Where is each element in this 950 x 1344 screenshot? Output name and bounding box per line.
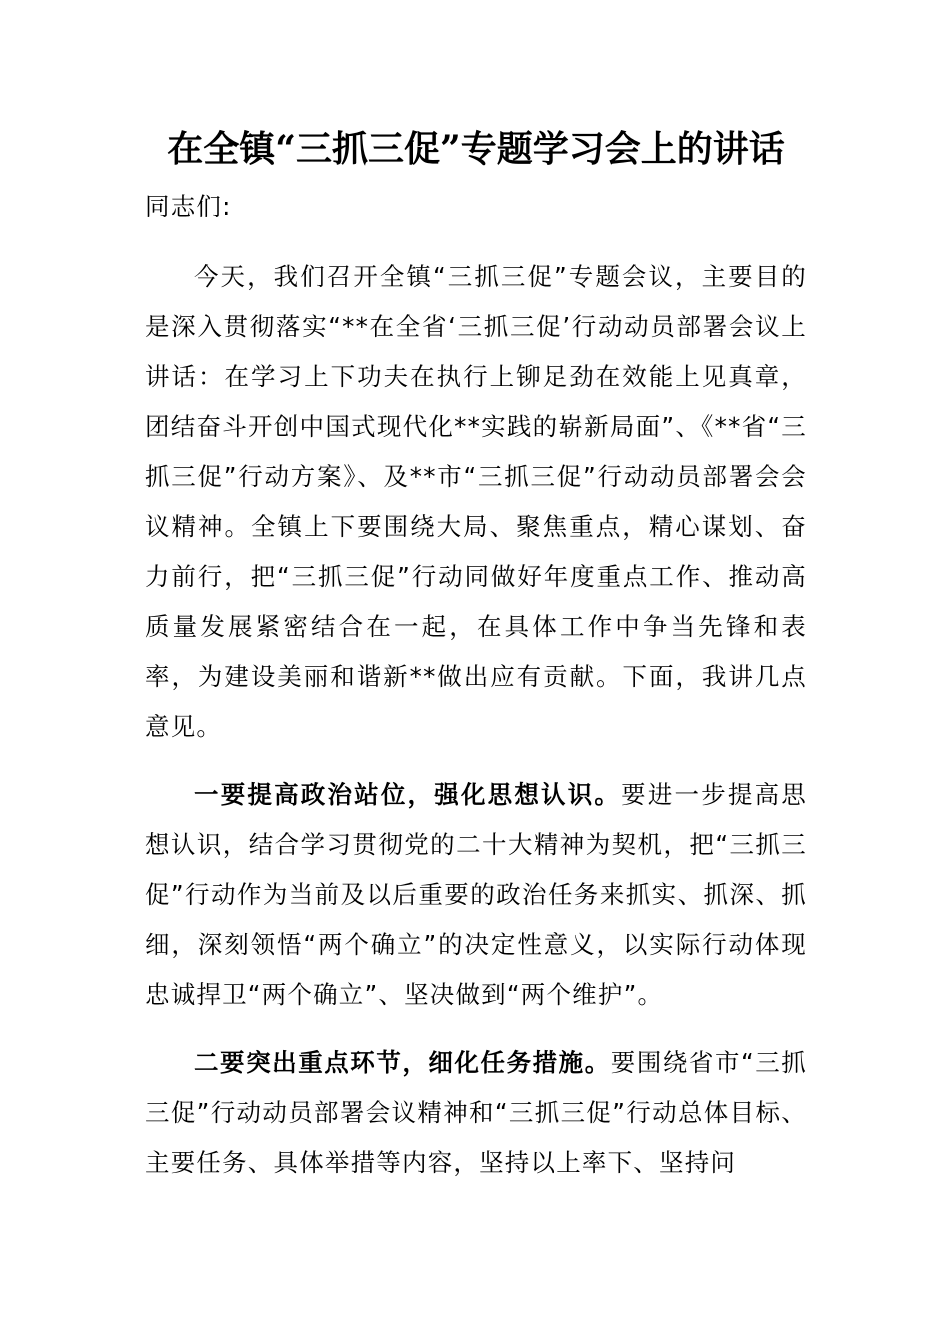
document-title: 在全镇“三抓三促”专题学习会上的讲话 xyxy=(167,128,785,170)
document-page xyxy=(145,118,807,1206)
salutation: 同志们: xyxy=(145,192,232,221)
point-one-heading: 一要提高政治站位，强化思想认识。 xyxy=(194,780,622,809)
point-two-paragraph xyxy=(145,1038,807,1188)
intro-paragraph: 今天，我们召开全镇“三抓三促”专题会议，主要目的是深入贯彻落实“**在全省‘三抓三促’行动动员部署会议上讲话：在学习上下功夫在执行上铆足劲在效能上见真章，团结奋斗开创中国式现代化**实践的崭新局面”、《**省“三抓三促”行动方案》、及**市“三抓三促”行动动员部署会会议精神。全镇上下要围绕大局、聚焦重点，精心谋划、奋力前行，把“三抓三促”行动同做好年度重点工作、推动高质量发展紧密结合在一起，在具体工作中争当先锋和表率，为建设美丽和谐新**做出应有贡献。下面，我讲几点意见。 xyxy=(145,262,807,741)
point-two-body: 要围绕省市“三抓三促”行动动员部署会议精神和“三抓三促”行动总体目标、主要任务、具体举措等内容，坚持以上率下、坚持问 xyxy=(145,1048,807,1177)
point-two-heading: 二要突出重点环节，细化任务措施。 xyxy=(194,1048,611,1077)
point-one-paragraph xyxy=(145,770,807,1020)
point-one-body: 要进一步提高思想认识，结合学习贯彻党的二十大精神为契机，把“三抓三促”行动作为当前及以后重要的政治任务来抓实、抓深、抓细，深刻领悟“两个确立”的决定性意义，以实际行动体现忠诚捍卫“两个确立”、坚决做到“两个维护”。 xyxy=(145,780,807,1009)
